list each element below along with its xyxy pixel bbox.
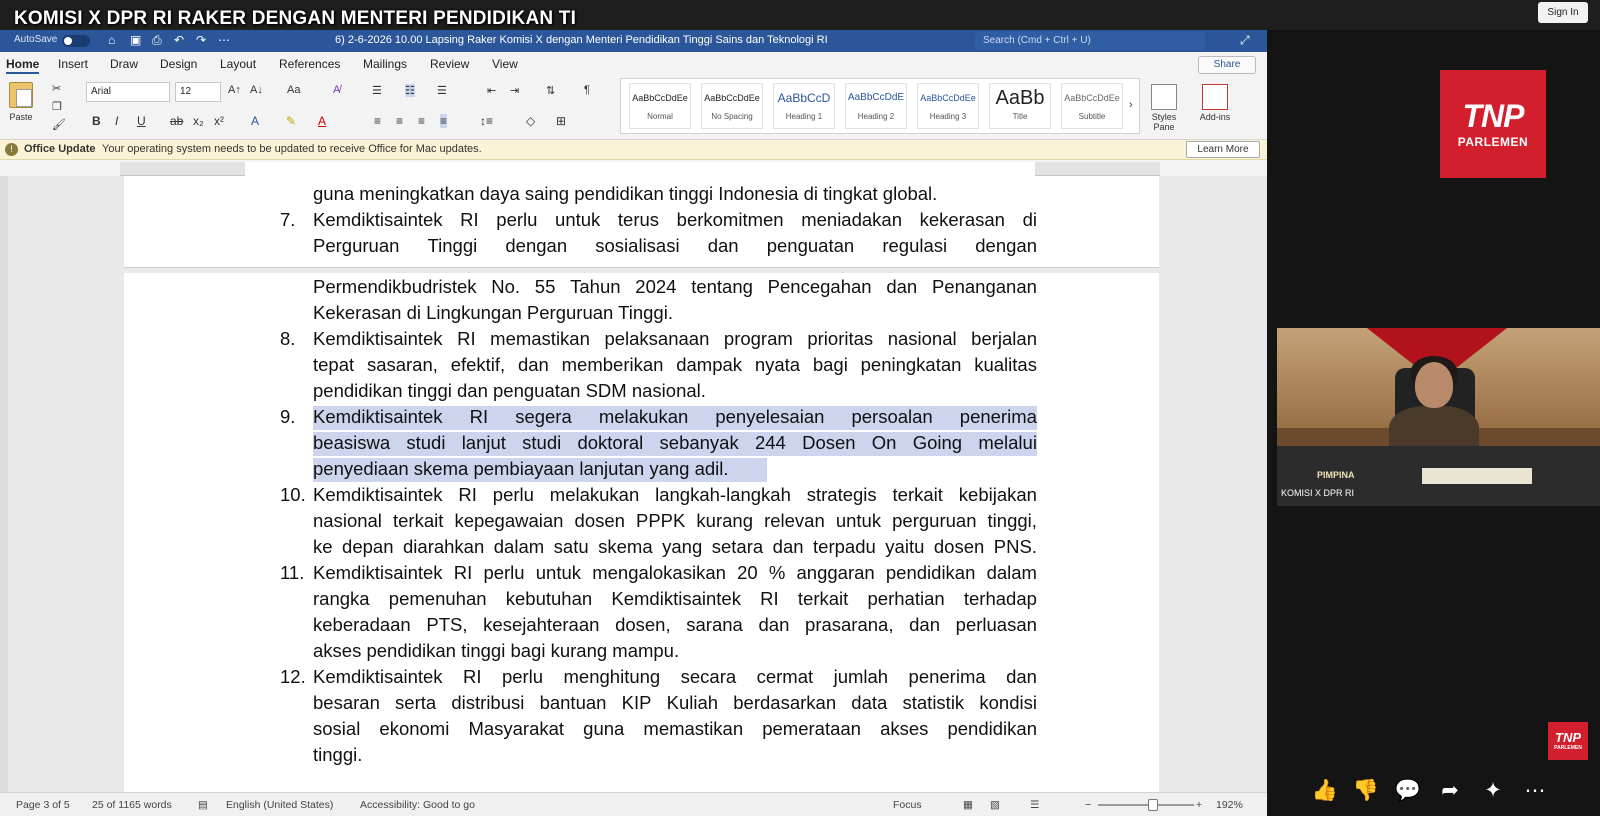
clipboard-icon bbox=[9, 82, 33, 108]
sort-icon[interactable]: ⇅ bbox=[546, 85, 556, 97]
doc-line[interactable]: Kemdiktisaintek RI perlu untuk mengalokasikan 20 % anggaran pendidikan dalam bbox=[313, 562, 1037, 583]
style-normal[interactable] bbox=[629, 83, 691, 129]
numbering-icon[interactable]: ☷ bbox=[405, 85, 415, 97]
style-sample: AaBbCcD bbox=[777, 91, 831, 105]
list-number: 7. bbox=[280, 209, 296, 230]
ribbon-tabs bbox=[0, 52, 1267, 74]
sign-in-button[interactable]: Sign In bbox=[1538, 2, 1588, 23]
doc-line[interactable]: tepat sasaran, efektif, dan memberikan dampak nyata bagi peningkatan kualitas bbox=[313, 354, 1037, 375]
camera-sign: PIMPINA bbox=[1317, 470, 1355, 480]
paste-label: Paste bbox=[9, 112, 33, 122]
document-canvas[interactable] bbox=[0, 176, 1267, 792]
redo-icon[interactable]: ↷ bbox=[196, 33, 207, 47]
language-status[interactable]: English (United States) bbox=[226, 799, 334, 811]
doc-line[interactable]: rangka pemenuhan kebutuhan Kemdiktisaintek RI terkait perhatian terhadap bbox=[313, 588, 1037, 609]
list-number: 11. bbox=[280, 562, 305, 583]
bold-icon[interactable]: B bbox=[92, 114, 101, 128]
logo-main: TNP bbox=[1462, 98, 1524, 134]
vertical-ruler bbox=[0, 176, 8, 792]
list-number: 10. bbox=[280, 484, 306, 505]
doc-line[interactable]: besaran serta distribusi bantuan KIP Kuliah berdasarkan data statistik kondisi bbox=[313, 692, 1037, 713]
zoom-out-icon[interactable]: − bbox=[1085, 799, 1092, 811]
style-sample: AaBbCcDdEe bbox=[632, 93, 688, 103]
style-name: No Spacing bbox=[711, 112, 753, 121]
style-name: Heading 1 bbox=[785, 112, 823, 121]
increase-indent-icon[interactable]: ⇥ bbox=[510, 85, 520, 97]
warning-icon: ! bbox=[5, 143, 18, 156]
align-right-icon[interactable]: ≡ bbox=[418, 114, 426, 128]
style-name: Heading 2 bbox=[857, 112, 895, 121]
style-heading-1[interactable] bbox=[773, 83, 835, 129]
channel-logo bbox=[1440, 70, 1546, 178]
style-name: Normal bbox=[647, 112, 673, 121]
print-icon[interactable]: ⎙ bbox=[152, 33, 162, 47]
status-bar bbox=[0, 792, 1267, 816]
doc-line[interactable]: Permendikbudristek No. 55 Tahun 2024 tentang Pencegahan dan Penanganan bbox=[313, 276, 1037, 297]
doc-line[interactable]: ke depan diarahkan dalam satu skema yang setara dan terpadu yaitu dosen PNS. bbox=[313, 536, 1037, 557]
logo-main: TNP bbox=[1555, 730, 1581, 745]
web-layout-icon[interactable]: ▧ bbox=[990, 799, 1000, 811]
broadcast-title: KOMISI X DPR RI RAKER DENGAN MENTERI PENDIDIKAN TI bbox=[14, 8, 577, 29]
list-number: 12. bbox=[280, 666, 306, 687]
paste-button[interactable] bbox=[6, 82, 36, 130]
style-title[interactable] bbox=[989, 83, 1051, 129]
style-sample: AaBbCcDdEe bbox=[704, 93, 760, 103]
change-case-icon[interactable]: Aa bbox=[287, 84, 301, 96]
doc-line[interactable]: guna meningkatkan daya saing pendidikan tinggi Indonesia di tingkat global. bbox=[313, 183, 938, 204]
style-sample: AaBbCcDdEe bbox=[1064, 93, 1120, 103]
share-button[interactable]: Share bbox=[1198, 56, 1256, 74]
underline-icon[interactable]: U bbox=[137, 114, 146, 128]
style-no-spacing[interactable] bbox=[701, 83, 763, 129]
styles-pane-button[interactable] bbox=[1144, 84, 1184, 132]
logo-sub: PARLEMEN bbox=[1554, 745, 1582, 751]
thumb-down-icon[interactable]: 👎 bbox=[1352, 779, 1380, 802]
italic-icon[interactable]: I bbox=[115, 114, 119, 128]
home-icon[interactable]: ⌂ bbox=[108, 33, 116, 47]
expand-icon[interactable]: ⤢ bbox=[1240, 33, 1250, 47]
autosave-toggle[interactable] bbox=[62, 35, 90, 47]
camera-nameplate bbox=[1422, 468, 1532, 484]
more-tools-icon[interactable]: ⋯ bbox=[218, 33, 230, 47]
camera-caption: KOMISI X DPR RI bbox=[1281, 488, 1355, 498]
shading-icon[interactable]: ◇ bbox=[526, 114, 536, 128]
search-input[interactable]: Search (Cmd + Ctrl + U) bbox=[975, 32, 1205, 50]
proofing-icon[interactable]: ▤ bbox=[198, 799, 208, 811]
more-icon[interactable]: ⋯ bbox=[1524, 779, 1546, 802]
cut-icon[interactable]: ✂ bbox=[52, 83, 62, 95]
font-color-icon[interactable]: A bbox=[318, 114, 327, 128]
share-arrow-icon[interactable]: ➦ bbox=[1441, 779, 1459, 802]
doc-line[interactable]: Kemdiktisaintek RI perlu melakukan langkah-langkah strategis terkait kebijakan bbox=[313, 484, 1037, 505]
logo-sub: PARLEMEN bbox=[1457, 135, 1529, 149]
doc-line[interactable]: pendidikan tinggi dan penguatan SDM nasional. bbox=[313, 380, 706, 401]
save-icon[interactable]: ▣ bbox=[130, 33, 142, 47]
borders-icon[interactable]: ⊞ bbox=[556, 114, 567, 128]
channel-watermark bbox=[1548, 722, 1588, 760]
word-window bbox=[0, 30, 1267, 816]
doc-line[interactable]: Kemdiktisaintek RI perlu untuk terus berkomitmen meniadakan kekerasan di bbox=[313, 209, 1037, 230]
tab-view[interactable]: View bbox=[492, 57, 518, 71]
copy-icon[interactable]: ❐ bbox=[52, 101, 62, 113]
style-subtitle[interactable] bbox=[1061, 83, 1123, 129]
update-notification bbox=[0, 140, 1267, 160]
autosave-label: AutoSave bbox=[14, 34, 58, 45]
font-size-select[interactable]: 12 bbox=[175, 82, 221, 102]
update-title: Office Update bbox=[24, 143, 96, 155]
ruler-text-area bbox=[245, 162, 1035, 176]
camera-inset bbox=[1277, 328, 1600, 506]
tab-mailings[interactable]: Mailings bbox=[363, 57, 408, 71]
format-painter-icon[interactable]: 🖌 bbox=[52, 119, 66, 131]
doc-line[interactable]: Perguruan Tinggi dengan sosialisasi dan penguatan regulasi dengan bbox=[313, 235, 1037, 256]
decrease-indent-icon[interactable]: ⇤ bbox=[487, 85, 497, 97]
print-layout-icon[interactable]: ▦ bbox=[963, 799, 973, 811]
zoom-in-icon[interactable]: + bbox=[1196, 799, 1203, 811]
update-message: Your operating system needs to be updated to receive Office for Mac updates. bbox=[102, 143, 482, 155]
comment-icon[interactable]: 💬 bbox=[1394, 779, 1422, 802]
doc-line[interactable]: Kemdiktisaintek RI memastikan pelaksanaan program prioritas nasional berjalan bbox=[313, 328, 1037, 349]
doc-line[interactable]: tinggi. bbox=[313, 744, 363, 765]
subscript-icon[interactable]: x₂ bbox=[193, 114, 204, 128]
style-sample: AaBbCcDdEe bbox=[920, 93, 976, 103]
tab-references[interactable]: References bbox=[279, 57, 341, 71]
bullets-icon[interactable]: ☰ bbox=[372, 85, 382, 97]
styles-pane-label: Styles Pane bbox=[1151, 112, 1177, 132]
focus-button[interactable]: Focus bbox=[893, 799, 922, 811]
tab-insert[interactable]: Insert bbox=[58, 57, 89, 71]
document-title[interactable]: 6) 2-6-2026 10.00 Lapsing Raker Komisi X dengan Menteri Pendidikan Tinggi Sains dan Teknologi RI bbox=[335, 34, 828, 46]
action-bar bbox=[1310, 776, 1600, 806]
tab-layout[interactable]: Layout bbox=[220, 57, 257, 71]
add-ins-label: Add-ins bbox=[1199, 112, 1231, 122]
tab-design[interactable]: Design bbox=[160, 57, 198, 71]
add-ins-button[interactable] bbox=[1195, 84, 1235, 122]
styles-pane-icon bbox=[1151, 84, 1177, 110]
tab-draw[interactable]: Draw bbox=[110, 57, 139, 71]
add-ins-icon bbox=[1202, 84, 1228, 110]
ribbon-toolbar bbox=[0, 74, 1267, 140]
doc-line[interactable]: Kekerasan di Lingkungan Perguruan Tinggi. bbox=[313, 302, 673, 323]
line-spacing-icon[interactable]: ↕≡ bbox=[480, 114, 494, 128]
shrink-font-icon[interactable]: A↓ bbox=[250, 84, 263, 96]
learn-more-button[interactable]: Learn More bbox=[1186, 141, 1260, 158]
camera-person-head bbox=[1415, 362, 1453, 408]
align-left-icon[interactable]: ≡ bbox=[374, 114, 382, 128]
strikethrough-icon[interactable]: ab bbox=[170, 114, 184, 128]
doc-line[interactable]: nasional terkait kepegawaian dosen PPPK kurang relevan untuk perguruan tinggi, bbox=[313, 510, 1037, 531]
doc-line[interactable]: Kemdiktisaintek RI perlu menghitung secara cermat jumlah penerima dan bbox=[313, 666, 1037, 687]
style-heading-3[interactable] bbox=[917, 83, 979, 129]
page-count[interactable]: Page 3 of 5 bbox=[16, 799, 70, 811]
doc-line[interactable]: keberadaan PTS, kesejahteraan dosen, sarana dan prasarana, dan perluasan bbox=[313, 614, 1037, 635]
zoom-slider[interactable] bbox=[1098, 804, 1194, 806]
style-sample: AaBb bbox=[995, 87, 1045, 109]
doc-line-selected[interactable]: penyediaan skema pembiayaan lanjutan yang adil. bbox=[313, 458, 767, 482]
styles-gallery bbox=[620, 78, 1140, 134]
style-name: Subtitle bbox=[1078, 112, 1106, 121]
zoom-level[interactable]: 192% bbox=[1216, 799, 1243, 811]
font-name-select[interactable]: Arial bbox=[86, 82, 170, 102]
thumb-up-icon[interactable]: 👍 bbox=[1311, 779, 1339, 802]
text-effects-icon[interactable]: A bbox=[251, 114, 260, 128]
undo-icon[interactable]: ↶ bbox=[174, 33, 185, 47]
word-count[interactable]: 25 of 1165 words bbox=[92, 799, 172, 811]
horizontal-ruler[interactable] bbox=[120, 162, 1160, 176]
title-bar bbox=[0, 30, 1267, 52]
justify-icon[interactable]: ≡ bbox=[440, 114, 448, 128]
tab-home[interactable]: Home bbox=[6, 57, 39, 74]
pilcrow-icon[interactable]: ¶ bbox=[584, 84, 590, 96]
tab-review[interactable]: Review bbox=[430, 57, 470, 71]
style-sample: AaBbCcDdE bbox=[847, 92, 905, 103]
style-heading-2[interactable] bbox=[845, 83, 907, 129]
multilevel-list-icon[interactable]: ☰ bbox=[437, 85, 447, 97]
style-name: Title bbox=[1012, 112, 1028, 121]
superscript-icon[interactable]: x² bbox=[214, 114, 224, 128]
gallery-more-icon[interactable]: › bbox=[1129, 99, 1133, 111]
grow-font-icon[interactable]: A↑ bbox=[228, 84, 241, 96]
outline-icon[interactable]: ☰ bbox=[1030, 799, 1040, 811]
doc-line[interactable]: sosial ekonomi Masyarakat guna memastikan pemerataan akses pendidikan bbox=[313, 718, 1037, 739]
accessibility-status[interactable]: Accessibility: Good to go bbox=[360, 799, 475, 811]
align-center-icon[interactable]: ≡ bbox=[396, 114, 404, 128]
sparkle-icon[interactable]: ✦ bbox=[1484, 779, 1502, 802]
highlight-icon[interactable]: ✎ bbox=[286, 114, 297, 128]
zoom-slider-thumb[interactable] bbox=[1148, 799, 1158, 811]
clear-format-icon[interactable]: A̸ bbox=[333, 84, 341, 96]
list-number: 9. bbox=[280, 406, 296, 427]
doc-line[interactable]: akses pendidikan tinggi bagi kurang mampu. bbox=[313, 640, 680, 661]
doc-line-selected[interactable]: Kemdiktisaintek RI segera melakukan penyelesaian persoalan penerima bbox=[313, 406, 1037, 430]
style-name: Heading 3 bbox=[929, 112, 967, 121]
doc-line-selected[interactable]: beasiswa studi lanjut studi doktoral sebanyak 244 Dosen On Going melalui bbox=[313, 432, 1037, 456]
list-number: 8. bbox=[280, 328, 296, 349]
